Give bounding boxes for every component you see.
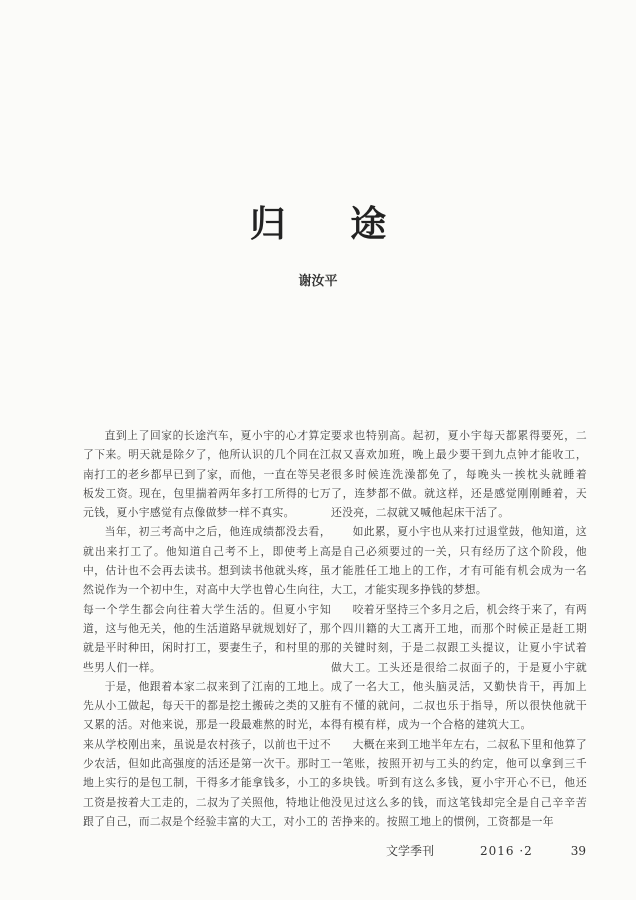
article-title: 归 途 — [249, 204, 413, 245]
paragraph: 咬着牙坚持三个多月之后，机会终于来了，有两个四川籍的大工离开工地，而那个时候正是赶工期的关键时刻，于是二叔跟工头提议，让夏小宇试着做大工。工头还是很给二叔面子的，于是夏小宇就成了一名大工，他头脑灵活，又勤快肯干，再加上有不懂的就问，二叔也乐于指导，所以很快他就干得有模有样，成为一个合格的建筑大工。 — [331, 602, 587, 732]
page-number: 39 — [570, 844, 586, 858]
article-author: 谢汝平 — [298, 274, 338, 289]
right-column — [331, 426, 587, 831]
left-column — [83, 426, 331, 831]
paragraph-continued: 要求也特别高。起初，夏小宇每天都累得要死，二叔又喜欢加班，晚上最少要干到九点钟才能收工，很多时候连洗澡都免了，每晚头一挨枕头就睡着了，连梦都不做。就这样，还是感觉刚刚睡着，天还没亮，二叔就又喊他起床干活了。 — [331, 429, 587, 520]
paragraph: 于是，他跟着本家二叔来到了江南的工地上。先从小工做起，每天干的都是挖土搬砖之类的又脏又累的活。对他来说，那是一段最难熬的时光，本来从学校刚出来，虽说是农村孩子，以前也干过不少农活，但如此高强度的活还是第一次干。那时工地上实行的是包工制，干得多才能拿钱多，小工的工资是按着大工走的，二叔为了关照他，特地让他跟了自己，而二叔是个经验丰富的大工，对小工的 — [83, 679, 331, 828]
paragraph: 当年，初三考高中之后，他连成绩都没去看，就出来打工了。他知道自己考不上，即使考上高中，估计也不会再去读书。想到读书他就头疼，虽然说作为一个初中生，对高中大学也曾心生向往，每一个学生都会向往着大学生活的。但夏小宇知道，这与他无关，他的生活道路早就规划好了，那就是平时种田，闲时打工，要妻生子，和村里的那些男人们一样。 — [83, 525, 331, 674]
paragraph: 大概在来到工地半年左右，二叔私下里和他算了一笔账，按照开初与工头的约定，他可以拿到三千多块钱。听到有这么多钱，夏小宇开心不已，他还没见过这么多的钱，而这笔钱却完全是自己辛辛苦苦挣来的。按照工地上的惯例，工资都是一年 — [331, 737, 587, 828]
issue-number: 2016 ·2 — [480, 844, 533, 858]
paragraph: 如此累，夏小宇也从来打过退堂鼓，他知道，这是自己必须要过的一关，只有经历了这个阶段，他才能胜任工地上的工作，才有可能有机会成为一名大工，才能实现多挣钱的梦想。 — [331, 525, 587, 597]
paragraph: 直到上了回家的长途汽车，夏小宇的心才算定了下来。明天就是除夕了，他所认识的几个同在江南打工的老乡都早已到了家，而他，一直在等吴老板发工资。现在，包里揣着两年多打工所得的七万元钱，夏小宇感觉有点像做梦一样不真实。 — [83, 429, 331, 520]
magazine-name: 文学季刊 — [386, 844, 435, 858]
page-footer — [386, 842, 586, 859]
